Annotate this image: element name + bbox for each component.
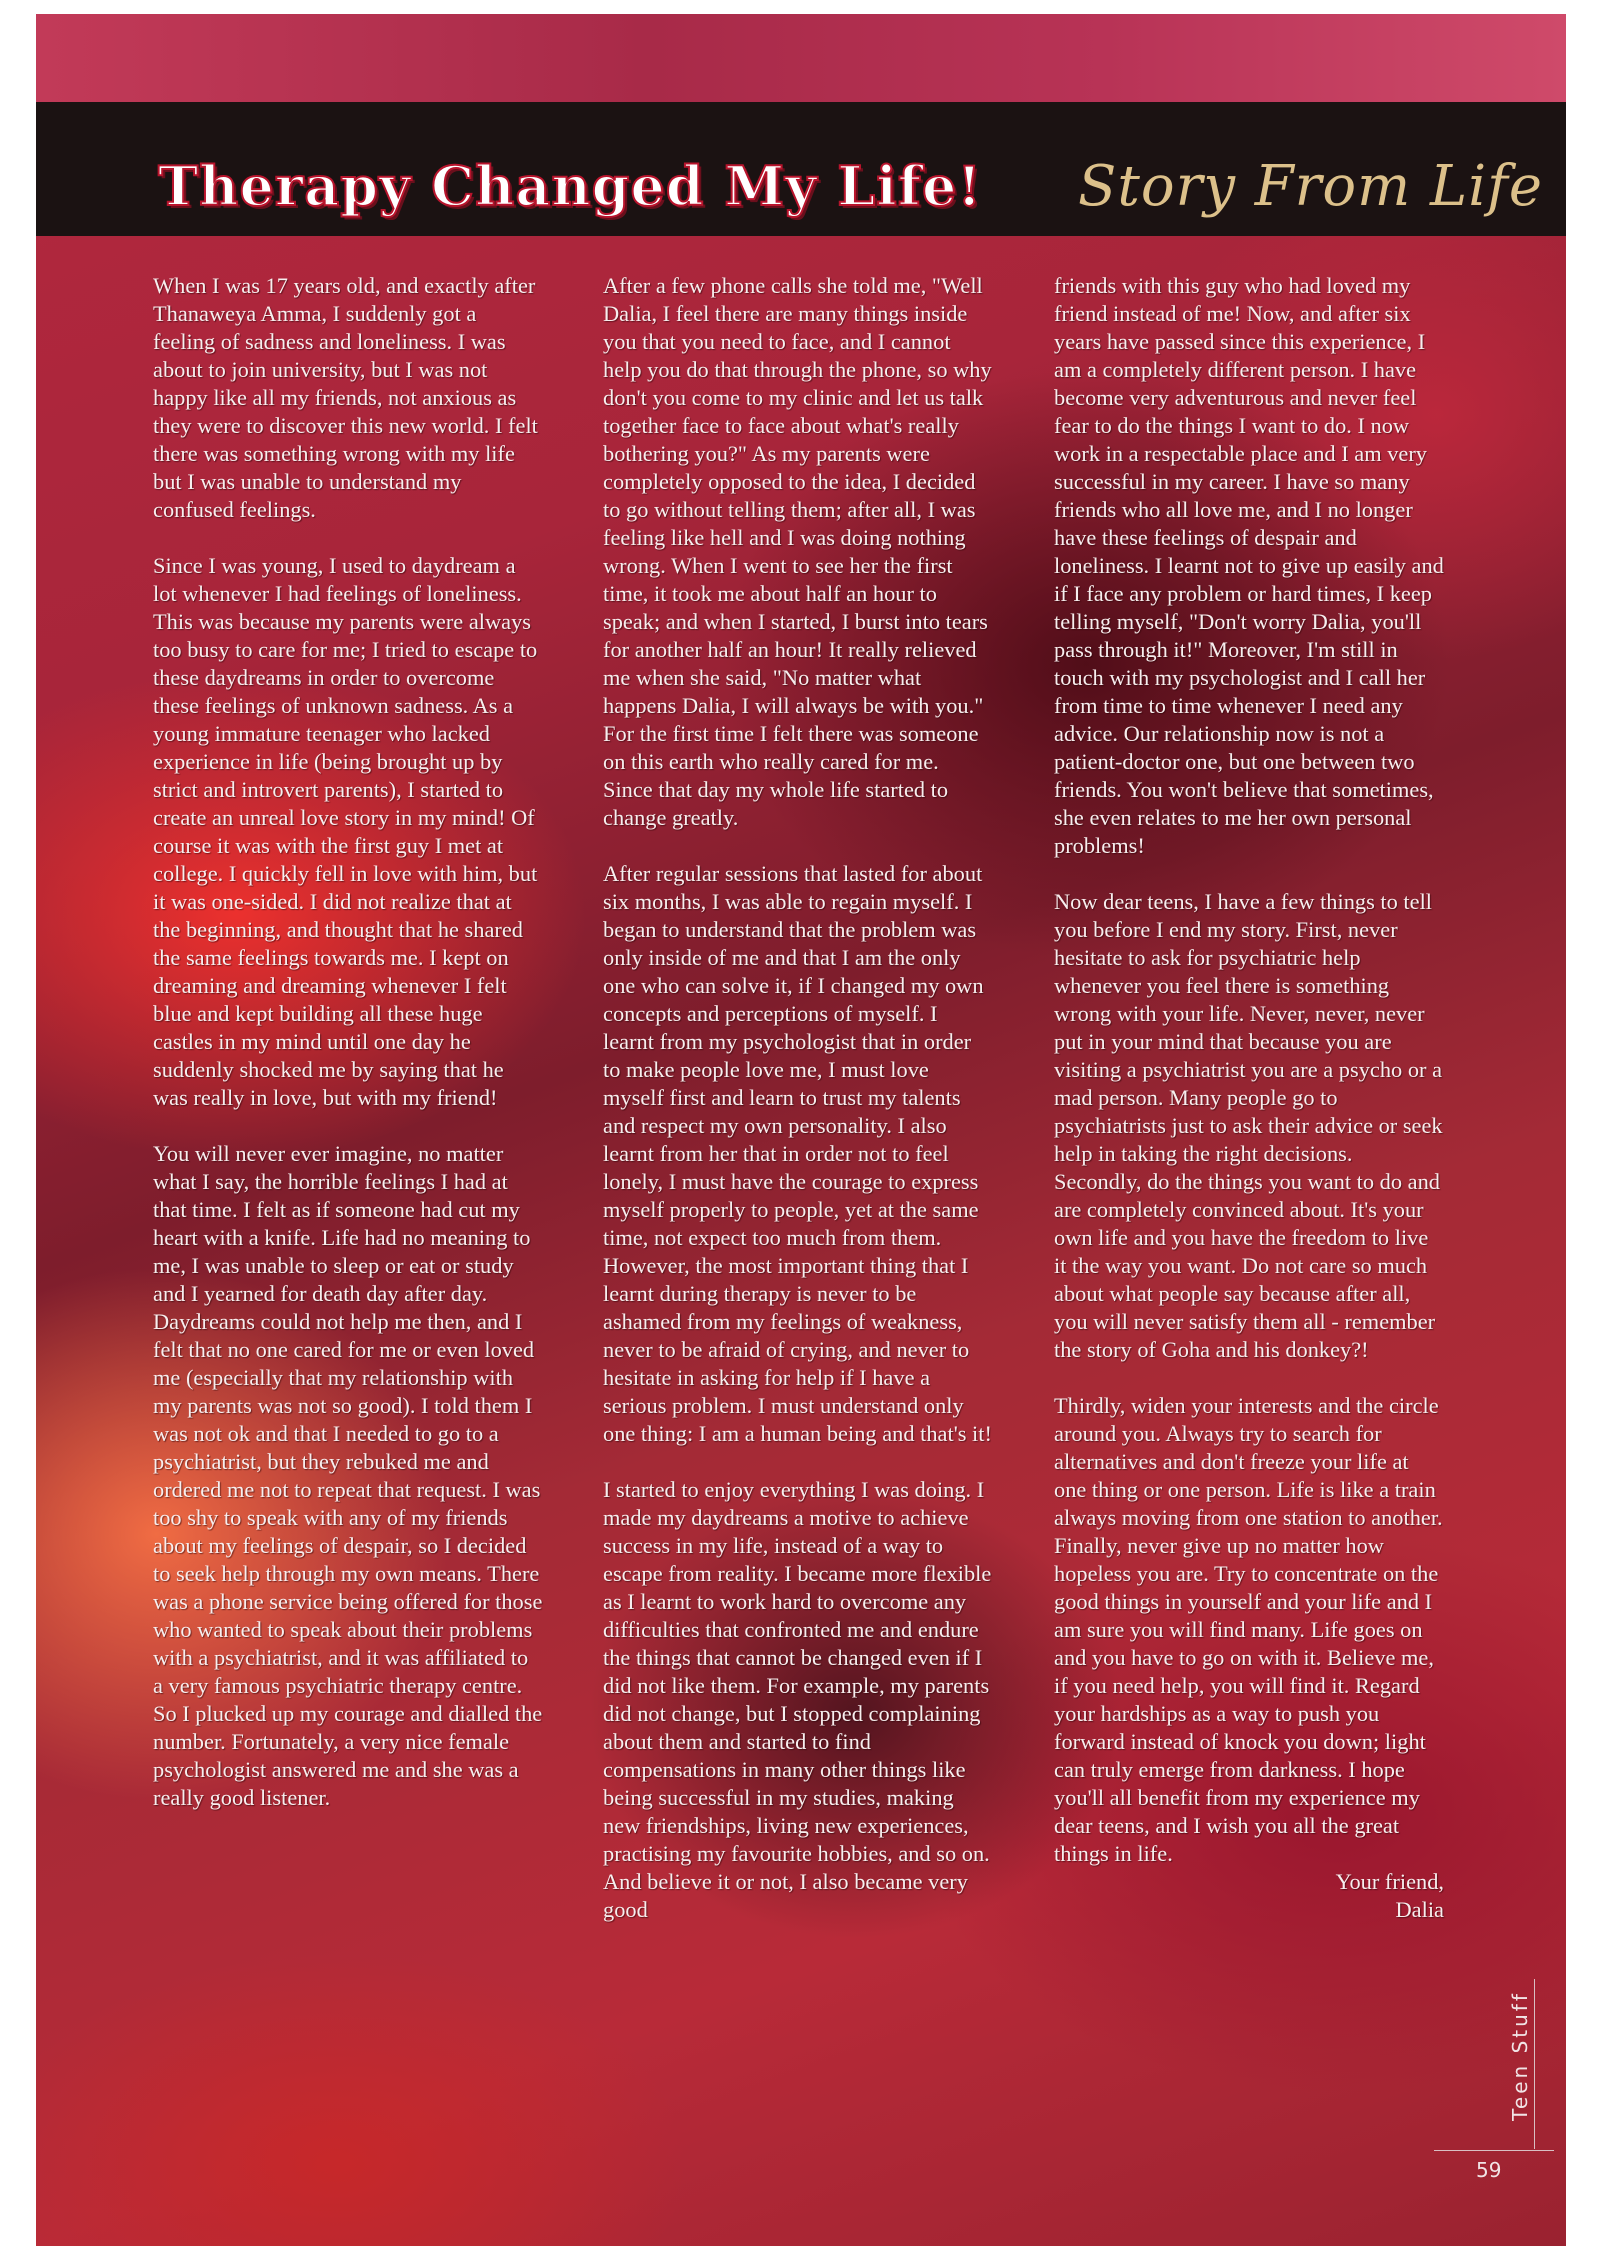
paragraph: After a few phone calls she told me, "Well Dalia, I feel there are many things inside you that you need to face, and I cannot help you do that through the phone, so why don't you come to my clinic and let us talk together face to face about what's really bothering you?" As my parents were completely opposed to the idea, I decided to go without telling them; after all, I was feeling like hell and I was doing nothing wrong. When I went to see her the first time, it took me about half an hour to speak; and when I started, I burst into tears for another half an hour! It really relieved me when she said, "No matter what happens Dalia, I will always be with you." For the first time I felt there was someone on this earth who really cared for me. Since that day my whole life started to change greatly. <box>603 273 992 830</box>
section-tab <box>1496 1979 1546 2149</box>
signoff-closing: Your friend, <box>1335 1869 1444 1894</box>
signoff <box>1054 1868 1444 1924</box>
signoff-author: Dalia <box>1395 1897 1444 1922</box>
magazine-page <box>36 14 1566 2246</box>
paragraph: You will never ever imagine, no matter what I say, the horrible feelings I had at that time. I felt as if someone had cut my heart with a knife. Life had no meaning to me, I was unable to sleep or eat or study and I yearned for death day after day. Daydreams could not help me then, and I felt that no one cared for me or even loved me (especially that my relationship with my parents was not so good). I told them I was not ok and that I needed to go to a psychiatrist, but they rebuked me and ordered me not to repeat that request. I was too shy to speak with any of my friends about my feelings of despair, so I decided to seek help through my own means. There was a phone service being offered for those who wanted to speak about their problems with a psychiatrist, and it was affiliated to a very famous psychiatric therapy centre. So I plucked up my courage and dialled the number. Fortunately, a very nice female psychologist answered me and she was a really good listener. <box>153 1141 543 1810</box>
article-column-1 <box>153 272 543 1840</box>
folio-rule <box>1434 2150 1554 2151</box>
paragraph: friends with this guy who had loved my friend instead of me! Now, and after six years have passed since this experience, I am a completely different person. I have become very adventurous and never feel fear to do the things I want to do. I now work in a respectable place and I am very successful in my career. I have so many friends who all love me, and I no longer have these feelings of despair and loneliness. I learnt not to give up easily and if I face any problem or hard times, I keep telling myself, "Don't worry Dalia, you'll pass through it!" Moreover, I'm still in touch with my psychologist and I call her from time to time whenever I need any advice. Our relationship now is not a patient-doctor one, but one between two friends. You won't believe that sometimes, she even relates to me her own personal problems! <box>1054 273 1444 858</box>
section-kicker: Story From Life <box>1078 154 1543 219</box>
article-column-2 <box>603 272 993 1952</box>
top-color-band <box>36 14 1566 102</box>
paragraph: Now dear teens, I have a few things to tell you before I end my story. First, never hesitate to ask for psychiatric help whenever you feel there is something wrong with your life. Never, never, never put in your mind that because you are visiting a psychiatrist you are a psycho or a mad person. Many people go to psychiatrists just to ask their advice or seek help in taking the right decisions. Secondly, do the things you want to do and are completely convinced about. It's your own life and you have the freedom to live it the way you want. Do not care so much about what people say because after all, you will never satisfy them all - remember the story of Goha and his donkey?! <box>1054 889 1443 1362</box>
paragraph: Since I was young, I used to daydream a lot whenever I had feelings of loneliness. This was because my parents were always too busy to care for me; I tried to escape to these daydreams in order to overcome these feelings of unknown sadness. As a young immature teenager who lacked experience in life (being brought up by strict and introvert parents), I started to create an unreal love story in my mind! Of course it was with the first guy I met at college. I quickly fell in love with him, but it was one-sided. I did not realize that at the beginning, and thought that he shared the same feelings towards me. I kept on dreaming and dreaming whenever I felt blue and kept building all these huge castles in my mind until one day he suddenly shocked me by saying that he was really in love, but with my friend! <box>153 553 538 1110</box>
article-column-3 <box>1054 272 1444 1924</box>
section-label: Teen Stuff <box>1508 1991 1532 2121</box>
page-number: 59 <box>1476 2158 1502 2182</box>
paragraph: When I was 17 years old, and exactly after Thanaweya Amma, I suddenly got a feeling of sadness and loneliness. I was about to join university, but I was not happy like all my friends, not anxious as they were to discover this new world. I felt there was something wrong with my life but I was unable to understand my confused feelings. <box>153 273 538 522</box>
paragraph: I started to enjoy everything I was doing. I made my daydreams a motive to achieve success in my life, instead of a way to escape from reality. I became more flexible as I learnt to work hard to overcome any difficulties that confronted me and endure the things that cannot be changed even if I did not like them. For example, my parents did not change, but I stopped complaining about them and started to find compensations in many other things like being successful in my studies, making new friendships, living new experiences, practising my favourite hobbies, and so on. And believe it or not, I also became very good <box>603 1477 992 1922</box>
article-headline: Therapy Changed My Life! <box>158 154 983 218</box>
paragraph: After regular sessions that lasted for about six months, I was able to regain myself. I began to understand that the problem was only inside of me and that I am the only one who can solve it, if I changed my own concepts and perceptions of myself. I learnt from my psychologist that in order to make people love me, I must love myself first and learn to trust my talents and respect my own personality. I also learnt from her that in order not to feel lonely, I must have the courage to express myself properly to people, yet at the same time, not expect too much from them. However, the most important thing that I learnt during therapy is never to be ashamed from my feelings of weakness, never to be afraid of crying, and never to hesitate in asking for help if I have a serious problem. I must understand only one thing: I am a human being and that's it! <box>603 861 992 1446</box>
paragraph: Thirdly, widen your interests and the circle around you. Always try to search for alternatives and don't freeze your life at one thing or one person. Life is like a train always moving from one station to another. Finally, never give up no matter how hopeless you are. Try to concentrate on the good things in yourself and your life and I am sure you will find many. Life goes on and you have to go on with it. Believe me, if you need help, you will find it. Regard your hardships as a way to push you forward instead of knock you down; light can truly emerge from darkness. I hope you'll all benefit from my experience my dear teens, and I wish you all the great things in life. <box>1054 1393 1443 1866</box>
title-band <box>36 102 1566 236</box>
